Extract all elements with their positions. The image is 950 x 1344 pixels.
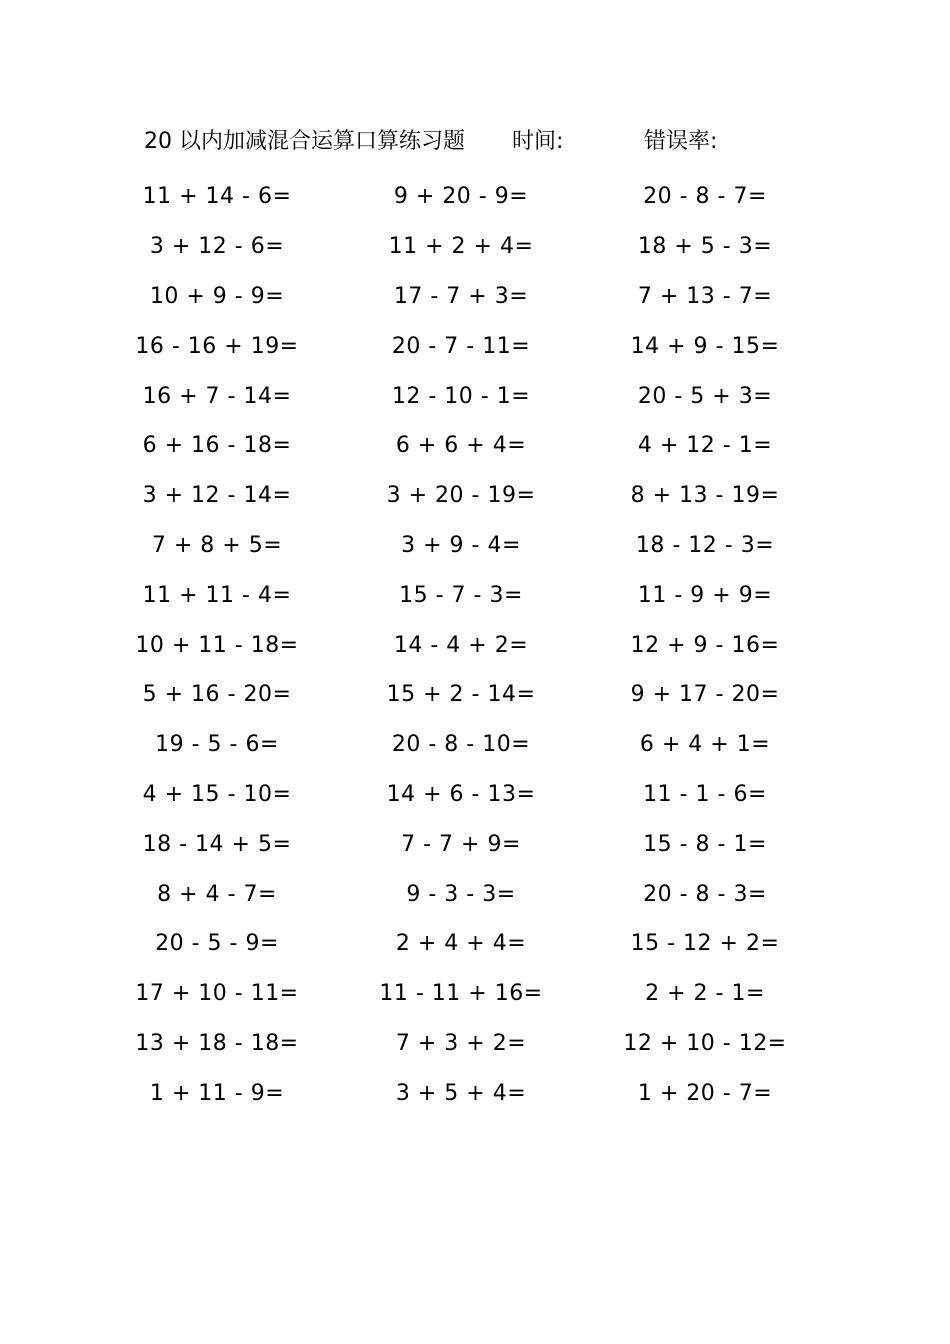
math-problem: 11 + 2 + 4= [388, 234, 534, 260]
math-problem: 11 + 14 - 6= [142, 184, 292, 210]
math-problem: 15 - 7 - 3= [399, 582, 523, 608]
math-problem: 20 - 5 - 9= [155, 931, 279, 957]
math-problem: 3 + 9 - 4= [401, 532, 521, 558]
worksheet-header [144, 126, 844, 158]
math-problem: 14 + 9 - 15= [630, 333, 780, 359]
math-problem: 11 - 11 + 16= [379, 981, 543, 1007]
math-problem: 9 - 3 - 3= [406, 881, 516, 907]
math-problem: 18 - 12 - 3= [635, 532, 775, 558]
problem-row [95, 720, 855, 770]
math-problem: 20 - 7 - 11= [391, 333, 531, 359]
problem-row [95, 172, 855, 222]
problem-row [95, 869, 855, 919]
math-problem: 10 + 11 - 18= [135, 632, 299, 658]
math-problem: 10 + 9 - 9= [149, 283, 285, 309]
problem-row [95, 969, 855, 1019]
math-problem: 11 + 11 - 4= [142, 582, 292, 608]
math-problem: 20 - 8 - 10= [391, 732, 531, 758]
problem-grid [95, 172, 855, 1118]
problem-row [95, 1019, 855, 1069]
math-problem: 1 + 20 - 7= [637, 1080, 773, 1106]
math-problem: 16 - 16 + 19= [135, 333, 299, 359]
math-problem: 7 + 13 - 7= [637, 283, 773, 309]
math-problem: 6 + 6 + 4= [395, 433, 527, 459]
problem-row [95, 321, 855, 371]
problem-row [95, 670, 855, 720]
math-problem: 4 + 15 - 10= [142, 781, 292, 807]
math-problem: 18 - 14 + 5= [142, 831, 292, 857]
math-problem: 15 - 8 - 1= [643, 831, 767, 857]
math-problem: 8 + 13 - 19= [630, 483, 780, 509]
math-problem: 4 + 12 - 1= [637, 433, 773, 459]
problem-row [95, 570, 855, 620]
math-problem: 19 - 5 - 6= [155, 732, 279, 758]
problem-row [95, 620, 855, 670]
math-problem: 17 + 10 - 11= [135, 981, 299, 1007]
math-problem: 17 - 7 + 3= [393, 283, 529, 309]
math-problem: 16 + 7 - 14= [142, 383, 292, 409]
problem-row [95, 222, 855, 272]
math-problem: 18 + 5 - 3= [637, 234, 773, 260]
problem-row [95, 819, 855, 869]
math-problem: 9 + 17 - 20= [630, 682, 780, 708]
math-problem: 7 + 8 + 5= [151, 532, 283, 558]
math-problem: 5 + 16 - 20= [142, 682, 292, 708]
math-problem: 14 + 6 - 13= [386, 781, 536, 807]
math-problem: 20 - 5 + 3= [637, 383, 773, 409]
math-problem: 7 + 3 + 2= [395, 1030, 527, 1056]
error-rate-label: 错误率: [644, 129, 718, 154]
math-problem: 15 + 2 - 14= [386, 682, 536, 708]
math-problem: 12 + 10 - 12= [623, 1030, 787, 1056]
math-problem: 3 + 12 - 14= [142, 483, 292, 509]
problem-row [95, 371, 855, 421]
math-problem: 8 + 4 - 7= [157, 881, 277, 907]
math-problem: 12 + 9 - 16= [630, 632, 780, 658]
problem-row [95, 1068, 855, 1118]
problem-row [95, 919, 855, 969]
problem-row [95, 471, 855, 521]
math-problem: 11 - 9 + 9= [637, 582, 773, 608]
math-problem: 14 - 4 + 2= [393, 632, 529, 658]
math-problem: 3 + 12 - 6= [149, 234, 285, 260]
problem-row [95, 521, 855, 571]
math-problem: 3 + 20 - 19= [386, 483, 536, 509]
math-problem: 1 + 11 - 9= [149, 1080, 285, 1106]
worksheet-title: 20 以内加减混合运算口算练习题 [144, 129, 465, 154]
time-label: 时间: [512, 129, 564, 154]
math-problem: 20 - 8 - 3= [643, 881, 767, 907]
math-problem: 6 + 16 - 18= [142, 433, 292, 459]
math-problem: 12 - 10 - 1= [391, 383, 531, 409]
problem-row [95, 421, 855, 471]
problem-row [95, 770, 855, 820]
math-problem: 6 + 4 + 1= [639, 732, 771, 758]
math-problem: 13 + 18 - 18= [135, 1030, 299, 1056]
math-problem: 9 + 20 - 9= [393, 184, 529, 210]
math-problem: 11 - 1 - 6= [643, 781, 767, 807]
math-problem: 7 - 7 + 9= [401, 831, 521, 857]
math-problem: 2 + 2 - 1= [645, 981, 765, 1007]
math-problem: 20 - 8 - 7= [643, 184, 767, 210]
problem-row [95, 272, 855, 322]
math-problem: 15 - 12 + 2= [630, 931, 780, 957]
math-problem: 3 + 5 + 4= [395, 1080, 527, 1106]
math-problem: 2 + 4 + 4= [395, 931, 527, 957]
